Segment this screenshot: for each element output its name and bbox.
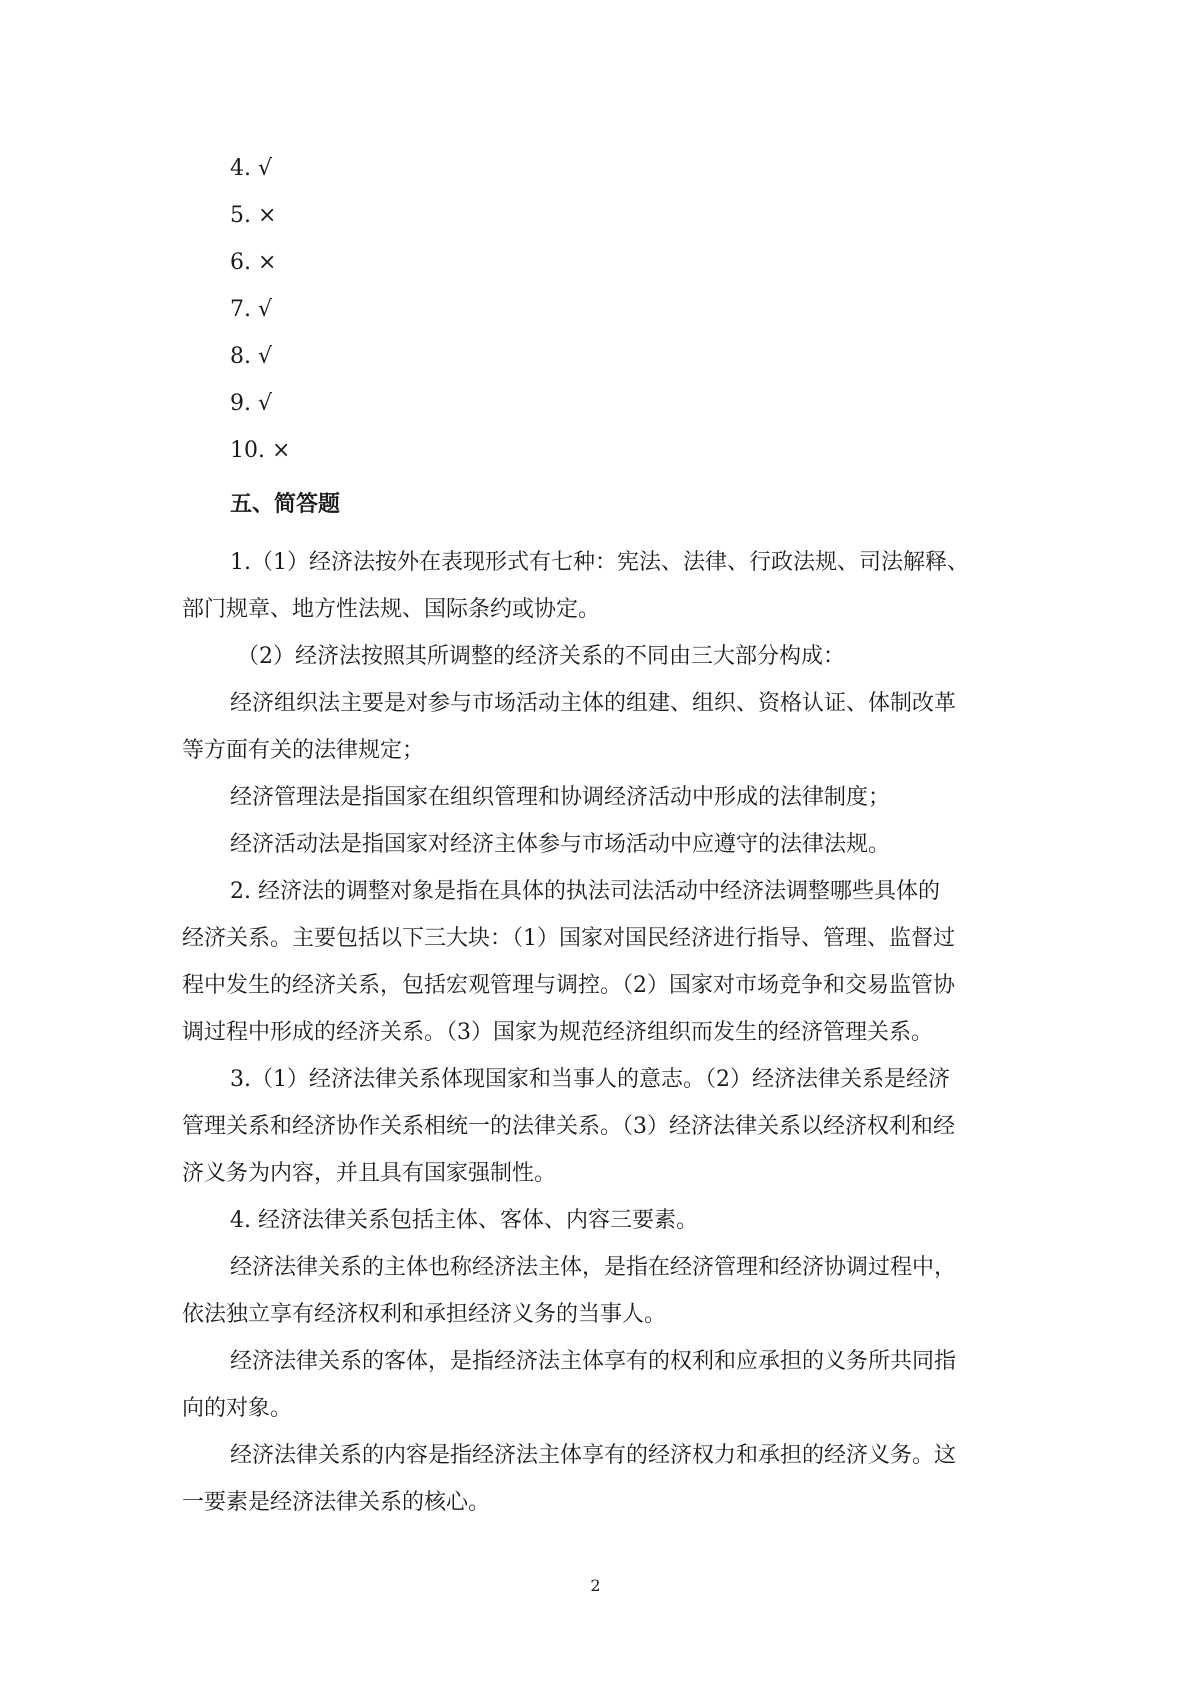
answer-item-9: 9. √ [230,391,273,416]
body-line: 经济法律关系的内容是指经济法主体享有的经济权力和承担的经济义务。这 [230,1443,957,1468]
body-line: 济义务为内容，并且具有国家强制性。 [182,1161,557,1186]
body-line: 一要素是经济法律关系的核心。 [182,1490,491,1515]
body-line: 部门规章、地方性法规、国际条约或协定。 [182,597,601,622]
body-line: 3.（1）经济法律关系体现国家和当事人的意志。（2）经济法律关系是经济 [230,1067,950,1092]
body-line: 经济活动法是指国家对经济主体参与市场活动中应遵守的法律法规。 [230,832,891,857]
body-line: 2. 经济法的调整对象是指在具体的执法司法活动中经济法调整哪些具体的 [230,879,940,904]
body-line: 程中发生的经济关系，包括宏观管理与调控。（2）国家对市场竞争和交易监管协 [182,973,955,998]
answer-item-8: 8. √ [230,344,273,369]
body-line: （2）经济法按照其所调整的经济关系的不同由三大部分构成： [237,644,845,669]
answer-item-10: 10. × [230,438,291,463]
body-line: 依法独立享有经济权利和承担经济义务的当事人。 [182,1302,667,1327]
page-number: 2 [590,1576,601,1595]
body-line: 经济管理法是指国家在组织管理和协调经济活动中形成的法律制度； [230,785,891,810]
body-line: 调过程中形成的经济关系。（3）国家为规范经济组织而发生的经济管理关系。 [182,1020,933,1045]
section-heading: 五、简答题 [230,492,341,517]
body-line: 等方面有关的法律规定； [182,738,425,763]
body-line: 经济关系。主要包括以下三大块：（1）国家对国民经济进行指导、管理、监督过 [182,926,955,951]
body-line: 向的对象。 [182,1396,293,1421]
body-line: 管理关系和经济协作关系相统一的法律关系。（3）经济法律关系以经济权利和经 [182,1114,955,1139]
body-line: 1.（1）经济法按外在表现形式有七种：宪法、法律、行政法规、司法解释、 [230,550,969,575]
answer-item-4: 4. √ [230,156,273,181]
body-line: 4. 经济法律关系包括主体、客体、内容三要素。 [230,1208,698,1233]
body-line: 经济法律关系的客体，是指经济法主体享有的权利和应承担的义务所共同指 [230,1349,957,1374]
answer-item-6: 6. × [230,250,277,275]
answer-item-5: 5. × [230,203,277,228]
body-line: 经济组织法主要是对参与市场活动主体的组建、组织、资格认证、体制改革 [230,691,957,716]
body-line: 经济法律关系的主体也称经济法主体，是指在经济管理和经济协调过程中， [230,1255,957,1280]
answer-item-7: 7. √ [230,297,273,322]
